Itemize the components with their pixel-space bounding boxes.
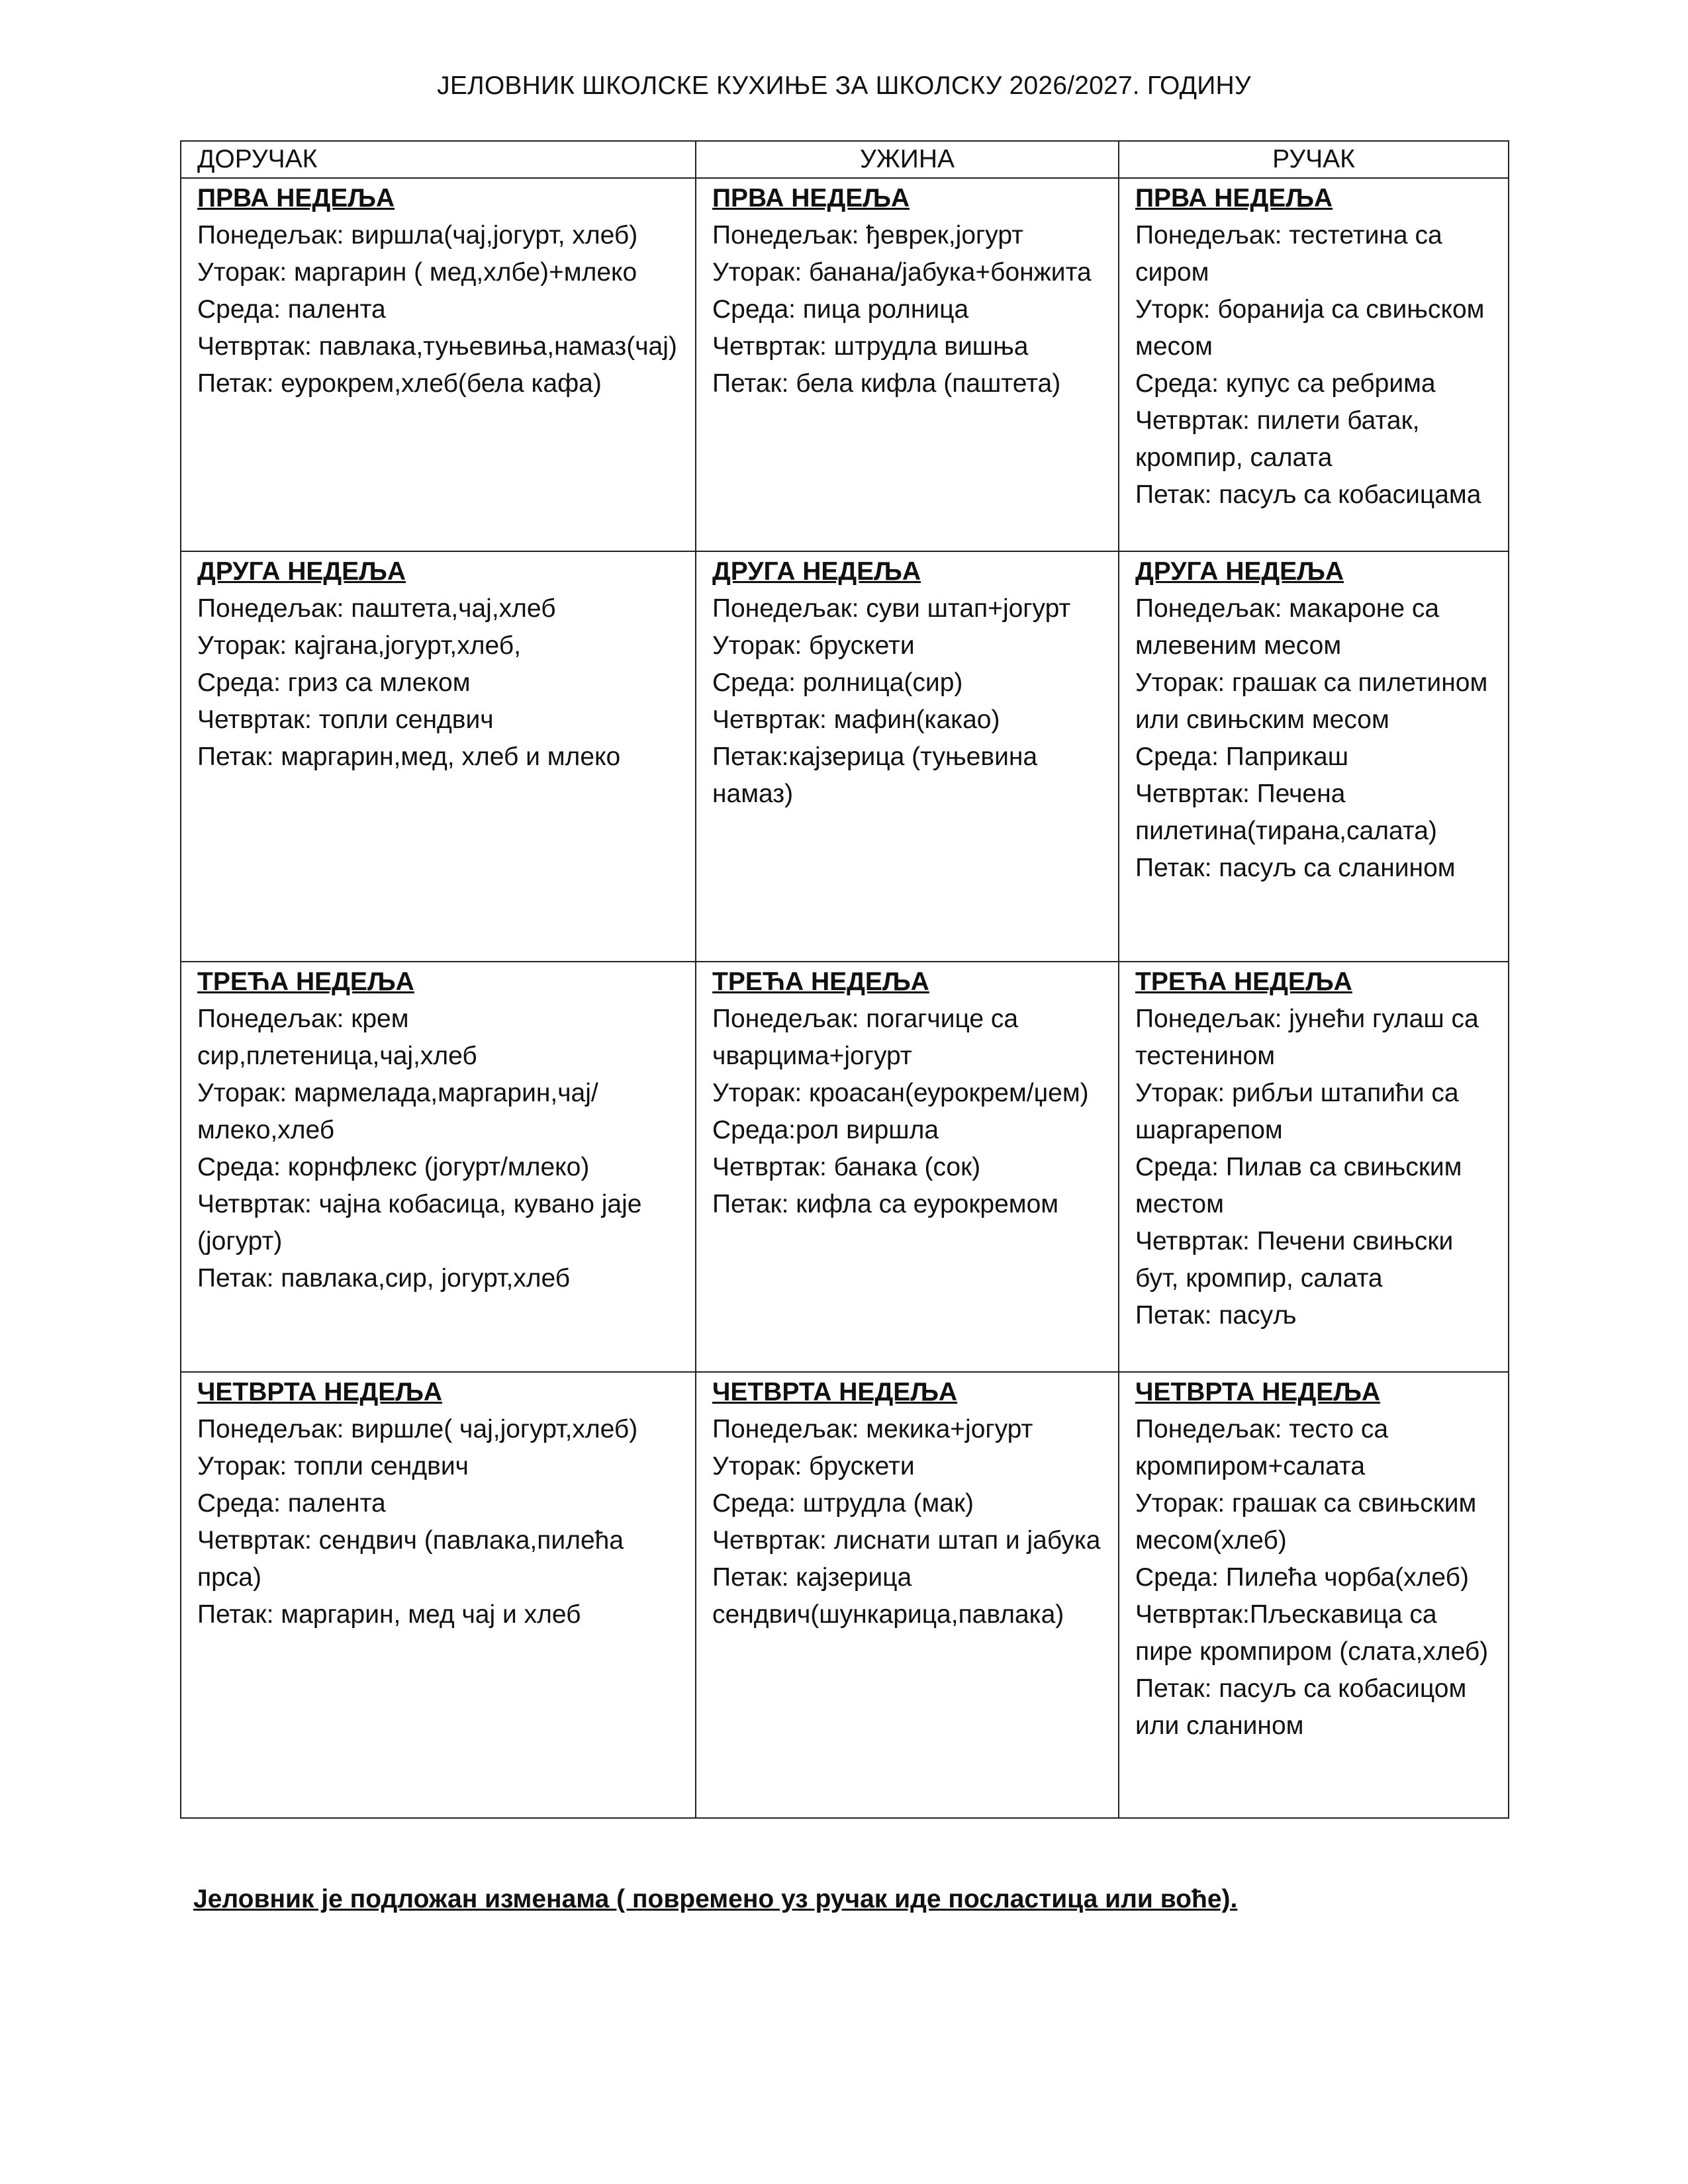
menu-item: Понедељак: суви штап+јогурт — [712, 594, 1071, 623]
table-cell — [696, 178, 1119, 551]
table-cell — [181, 551, 696, 962]
table-row-week-2 — [181, 551, 1509, 962]
menu-item: Уторак: маргарин ( мед,хлбе)+млеко — [197, 258, 637, 287]
table-cell — [181, 1372, 696, 1818]
menu-item: Четвртак: банака (сок) — [712, 1153, 981, 1181]
menu-item: Среда: корнфлекс (јогурт/млеко) — [197, 1153, 590, 1181]
table-row-week-4 — [181, 1372, 1509, 1818]
menu-item: Уторак: грашак са пилетином или свињским месом — [1135, 668, 1488, 734]
week-title: ЧЕТВРТА НЕДЕЉА — [712, 1378, 958, 1406]
menu-item: Четвртак: Печени свињски бут, кромпир, салата — [1135, 1227, 1454, 1293]
table-cell — [181, 962, 696, 1372]
menu-item: Среда: палента — [197, 295, 386, 324]
menu-item: Уторк: боранија са свињском месом — [1135, 295, 1485, 361]
menu-item: Четвртак: штрудла вишња — [712, 332, 1029, 361]
table-cell — [181, 178, 696, 551]
menu-item: Четвртак: лиснати штап и јабука — [712, 1526, 1101, 1555]
table-row-week-3 — [181, 962, 1509, 1372]
menu-item: Четвртак: топли сендвич — [197, 705, 494, 734]
week-title: ЧЕТВРТА НЕДЕЉА — [1135, 1378, 1381, 1406]
menu-disclaimer: Јеловник је подложан изменама ( повремено уз ручак иде посластица или воће). — [193, 1885, 1238, 1913]
menu-item: Понедељак: мекика+јогурт — [712, 1415, 1033, 1443]
menu-item: Понедељак: виршле( чај,јогурт,хлеб) — [197, 1415, 638, 1443]
menu-item: Среда: Пилав са свињским местом — [1135, 1153, 1462, 1218]
menu-item: Понедељак: паштета,чај,хлеб — [197, 594, 556, 623]
table-cell — [696, 1372, 1119, 1818]
menu-item: Петак: пасуљ са кобасицом или сланином — [1135, 1674, 1467, 1740]
week-title: ПРВА НЕДЕЉА — [1135, 184, 1333, 212]
menu-item: Понедељак: макароне са млевеним месом — [1135, 594, 1440, 660]
week-title: ПРВА НЕДЕЉА — [197, 184, 395, 212]
menu-item: Петак: пасуљ — [1135, 1301, 1297, 1330]
menu-item: Среда: ролница(сир) — [712, 668, 963, 697]
menu-item: Петак: бела кифла (паштета) — [712, 369, 1061, 398]
menu-item: Четвртак: мафин(какао) — [712, 705, 1000, 734]
menu-item: Петак: маргарин, мед чај и хлеб — [197, 1600, 581, 1629]
table-cell — [1119, 1372, 1509, 1818]
menu-item: Среда: Паприкаш — [1135, 743, 1349, 771]
menu-item: Среда: штрудла (мак) — [712, 1489, 974, 1518]
week-title: ТРЕЋА НЕДЕЉА — [197, 968, 414, 996]
menu-item: Петак: кифла са еурокремом — [712, 1190, 1059, 1218]
week-title: ДРУГА НЕДЕЉА — [197, 557, 406, 586]
menu-item: Четвртак: пилети батак, кромпир, салата — [1135, 406, 1420, 472]
menu-item: Петак: кајзерица сендвич(шункарица,павлака) — [712, 1563, 1064, 1629]
menu-item: Уторак: рибљи штапићи са шаргарепом — [1135, 1079, 1459, 1144]
table-cell — [1119, 178, 1509, 551]
menu-item: Уторак: кајгана,јогурт,хлеб, — [197, 631, 521, 660]
menu-item: Четвртак: павлака,туњевиња,намаз(чај) — [197, 332, 677, 361]
menu-item: Понедељак: јунећи гулаш са тестенином — [1135, 1005, 1479, 1070]
menu-item: Уторак: топли сендвич — [197, 1452, 469, 1480]
menu-item: Петак: пасуљ са сланином — [1135, 854, 1456, 882]
menu-item: Петак:кајзерица (туњевина намаз) — [712, 743, 1038, 808]
table-row-week-1 — [181, 178, 1509, 551]
menu-item: Понедељак: тестетина са сиром — [1135, 221, 1442, 287]
header-row — [181, 141, 1509, 178]
week-title: ДРУГА НЕДЕЉА — [712, 557, 921, 586]
menu-item: Уторак: брускети — [712, 1452, 915, 1480]
menu-item: Уторак: грашак са свињским месом(хлеб) — [1135, 1489, 1477, 1555]
menu-item: Среда: купус са ребрима — [1135, 369, 1436, 398]
table-cell — [696, 962, 1119, 1372]
week-title: ДРУГА НЕДЕЉА — [1135, 557, 1344, 586]
header-snack: УЖИНА — [696, 141, 1119, 178]
menu-item: Петак: павлака,сир, јогурт,хлеб — [197, 1264, 571, 1293]
menu-item: Уторак: кроасан(еурокрем/џем) — [712, 1079, 1089, 1107]
week-title: ПРВА НЕДЕЉА — [712, 184, 910, 212]
menu-item: Четвртак: Печена пилетина(тирана,салата) — [1135, 780, 1437, 845]
menu-item: Среда: пица ролница — [712, 295, 969, 324]
page-title: ЈЕЛОВНИК ШКОЛСКЕ КУХИЊЕ ЗА ШКОЛСКУ 2026/2027. ГОДИНУ — [437, 71, 1251, 100]
menu-item: Четвртак: чајна кобасица, кувано јаје (јогурт) — [197, 1190, 642, 1255]
menu-table — [180, 140, 1509, 1819]
menu-item: Понедељак: виршла(чај,јогурт, хлеб) — [197, 221, 638, 250]
menu-item: Уторак: брускети — [712, 631, 915, 660]
header-breakfast: ДОРУЧАК — [181, 141, 696, 178]
menu-item: Среда: гриз са млеком — [197, 668, 471, 697]
menu-item: Понедељак: крем сир,плетеница,чај,хлеб — [197, 1005, 477, 1070]
menu-item: Четвртак:Пљескавица са пире кромпиром (слата,хлеб) — [1135, 1600, 1489, 1666]
menu-item: Понедељак: погагчице са чварцима+јогурт — [712, 1005, 1019, 1070]
week-title: ЧЕТВРТА НЕДЕЉА — [197, 1378, 443, 1406]
menu-item: Петак: маргарин,мед, хлеб и млеко — [197, 743, 621, 771]
menu-item: Среда:рол виршла — [712, 1116, 939, 1144]
menu-item: Понедељак: тесто са кромпиром+салата — [1135, 1415, 1389, 1480]
menu-item: Уторак: мармелада,маргарин,чај/млеко,хлеб — [197, 1079, 598, 1144]
menu-item: Уторак: банана/јабука+бонжита — [712, 258, 1092, 287]
header-lunch: РУЧАК — [1119, 141, 1509, 178]
menu-item: Петак: пасуљ са кобасицама — [1135, 480, 1481, 509]
menu-item: Петак: еурокрем,хлеб(бела кафа) — [197, 369, 602, 398]
menu-item: Среда: палента — [197, 1489, 386, 1518]
menu-item: Среда: Пилећа чорба(хлеб) — [1135, 1563, 1469, 1592]
menu-item: Понедељак: ђеврек,јогурт — [712, 221, 1024, 250]
menu-item: Четвртак: сендвич (павлака,пилећа прса) — [197, 1526, 624, 1592]
table-cell — [1119, 962, 1509, 1372]
week-title: ТРЕЋА НЕДЕЉА — [712, 968, 929, 996]
table-cell — [696, 551, 1119, 962]
table-cell — [1119, 551, 1509, 962]
week-title: ТРЕЋА НЕДЕЉА — [1135, 968, 1352, 996]
